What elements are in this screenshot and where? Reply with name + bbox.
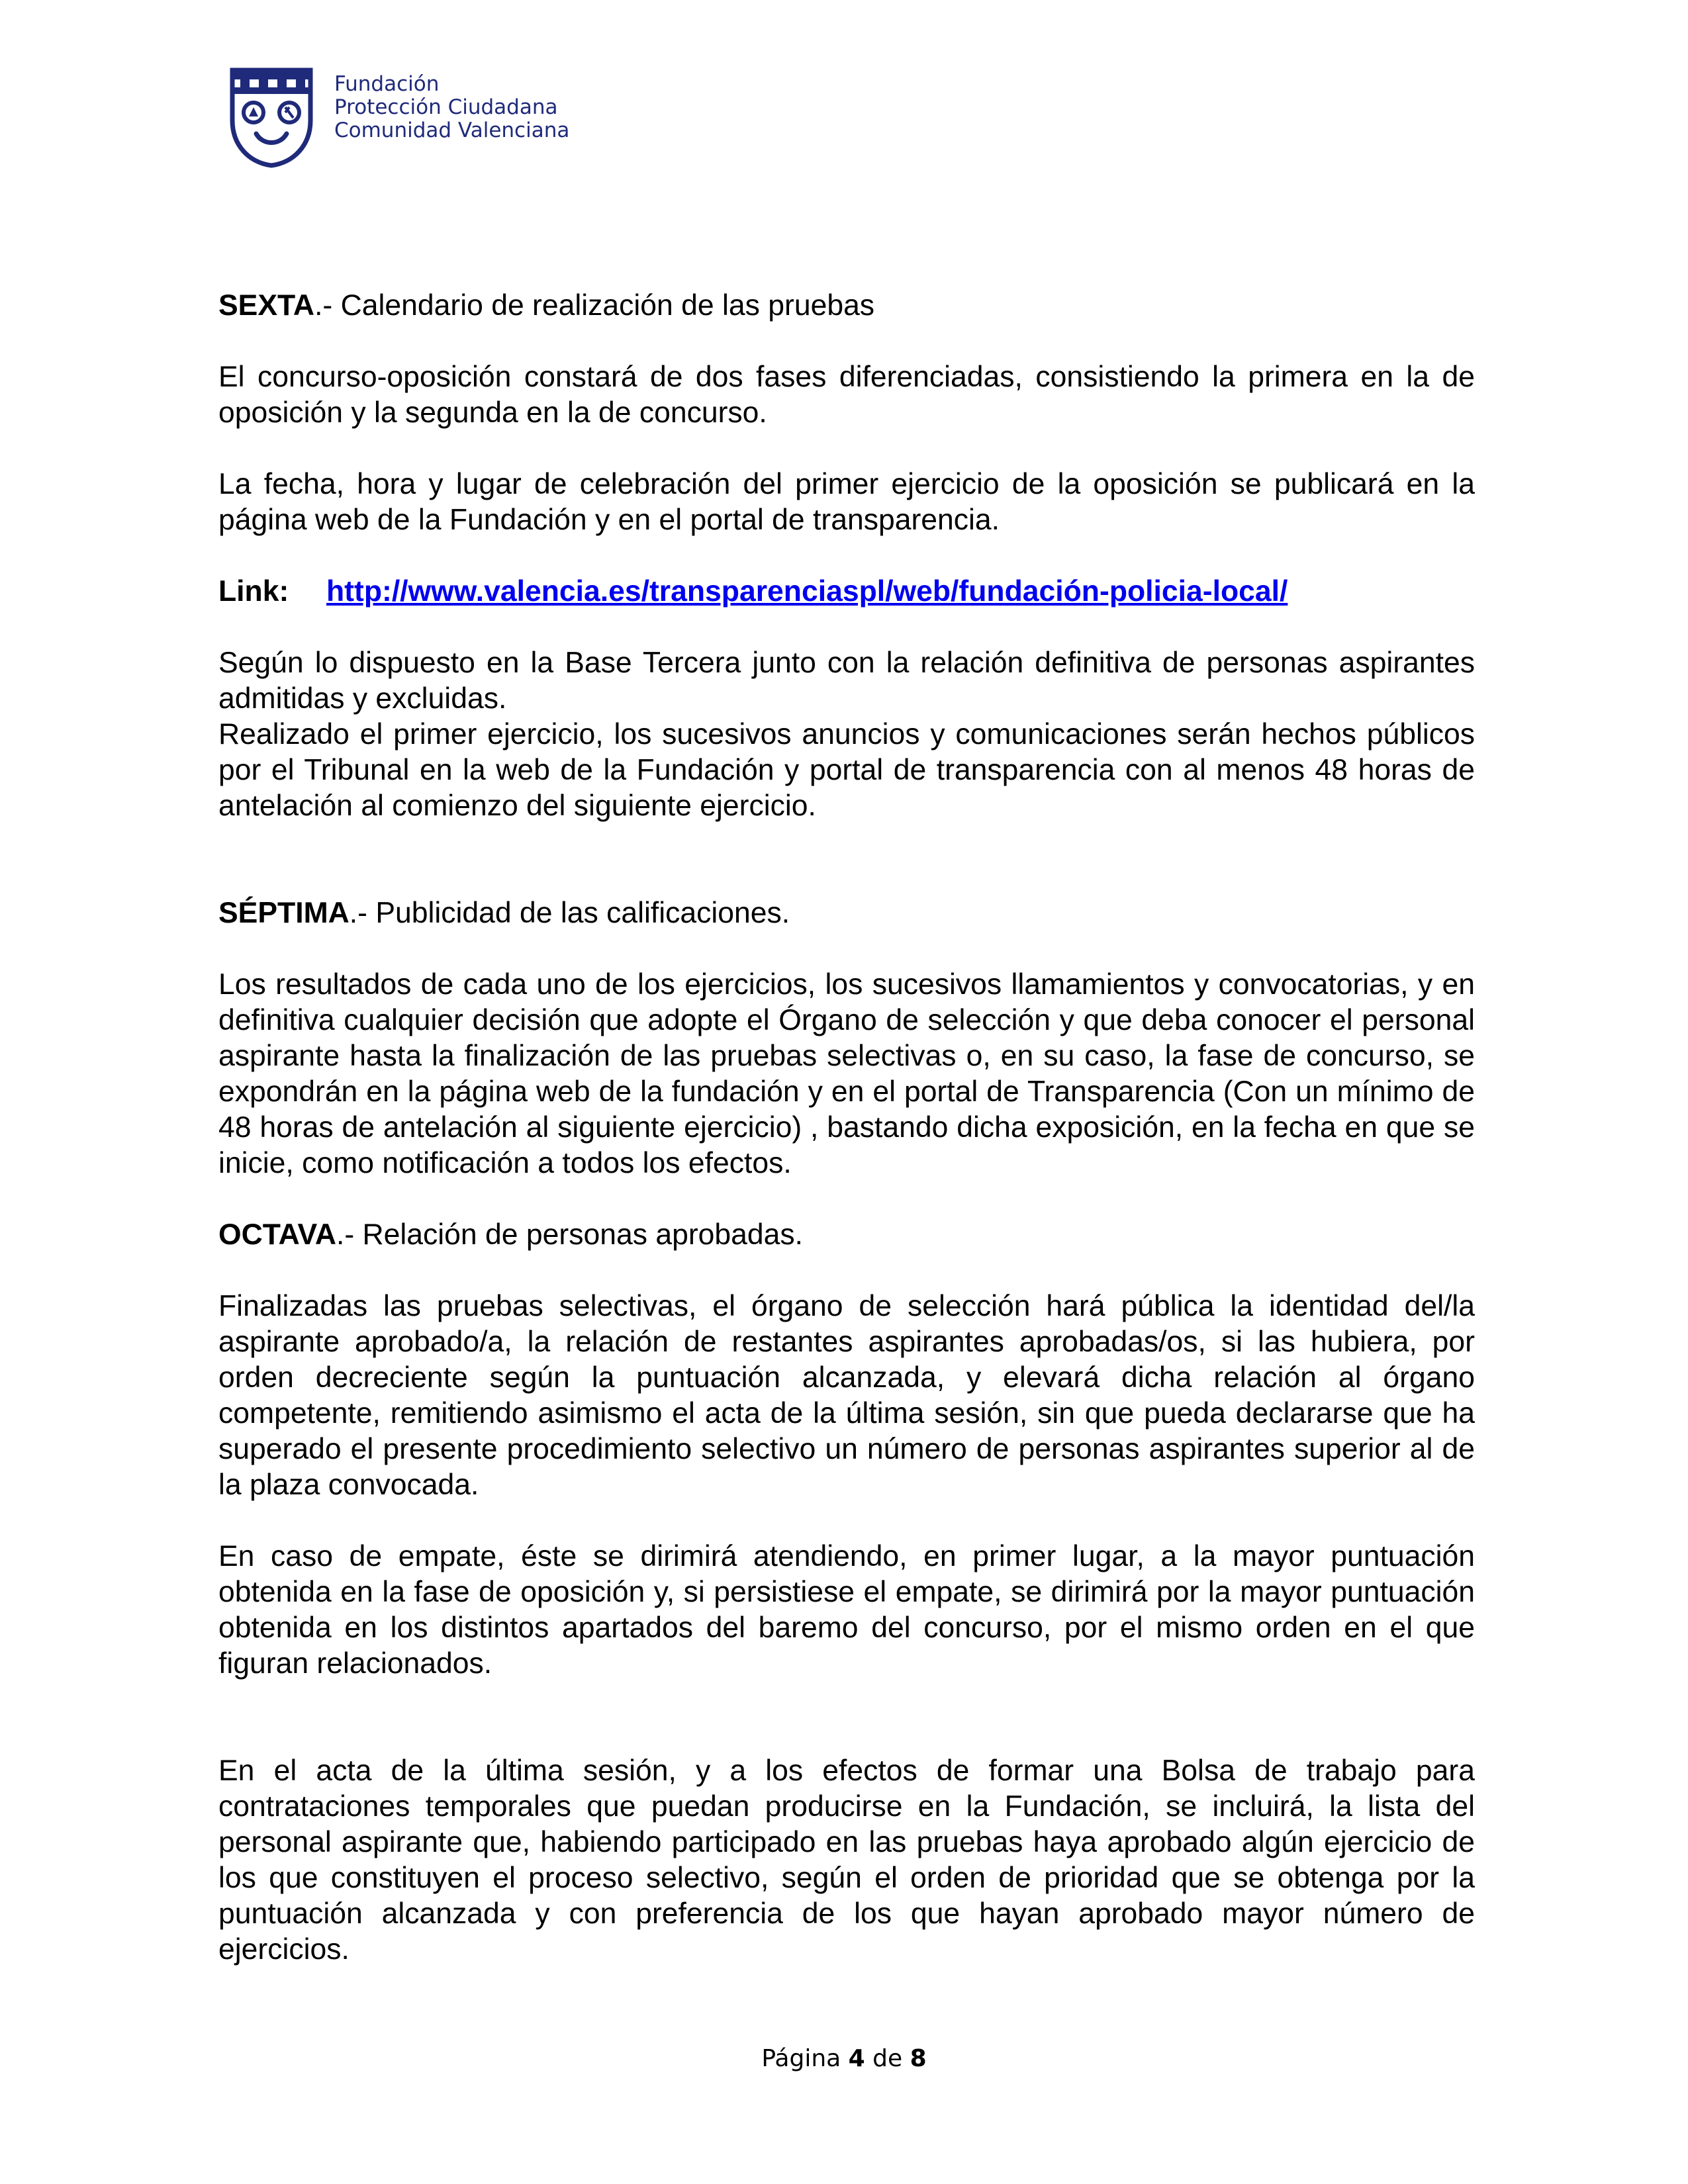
septima-heading	[218, 895, 1475, 931]
of-word: de	[872, 2045, 903, 2072]
octava-paragraph-1: Finalizadas las pruebas selectivas, el órgano de selección hará pública la identidad del/la aspirante aprobado/a, la relación de restantes aspirantes aprobadas/os, si las hubiera, por orden decreciente según la puntuación alcanzada, y elevará dicha relación al órgano competente, remitiendo asimismo el acta de la última sesión, sin que pueda declararse que ha superado el presente procedimiento selectivo un número de personas aspirantes superior al de la plaza convocada.	[218, 1290, 1475, 1501]
transparency-link[interactable]: http://www.valencia.es/transparenciaspl/web/fundación-policia-local/	[326, 575, 1288, 608]
sexta-heading	[218, 288, 1475, 324]
sexta-label: SEXTA	[218, 289, 315, 322]
octava-paragraph-3: En el acta de la última sesión, y a los efectos de formar una Bolsa de trabajo para contrataciones temporales que puedan producirse en la Fundación, se incluirá, la lista del personal aspirante que, habiendo participado en las pruebas haya aprobado algún ejercicio de los que constituyen el proceso selectivo, según el orden de prioridad que se obtenga por la puntuación alcanzada y con preferencia de los que hayan aprobado mayor número de ejercicios.	[218, 1754, 1475, 1966]
org-name-line3: Comunidad Valenciana	[334, 118, 570, 142]
document-body	[218, 288, 1475, 1968]
sexta-title: .- Calendario de realización de las pruebas	[314, 289, 875, 322]
sexta-paragraph-2: La fecha, hora y lugar de celebración del primer ejercicio de la oposición se publicará en la página web de la Fundación y en el portal de transparencia.	[218, 468, 1475, 536]
header-logo	[228, 66, 626, 172]
org-name-line1: Fundación	[334, 72, 440, 96]
sexta-paragraph-3a: Según lo dispuesto en la Base Tercera junto con la relación definitiva de personas aspirantes admitidas y excluidas.	[218, 647, 1475, 715]
septima-title: .- Publicidad de las calificaciones.	[349, 897, 790, 929]
octava-paragraph-2: En caso de empate, éste se dirimirá atendiendo, en primer lugar, a la mayor puntuación obtenida en la fase de oposición y, si persistiese el empate, se dirimirá por la mayor puntuación obtenida en los distintos apartados del baremo del concurso, por el mismo orden en el que figuran relacionados.	[218, 1540, 1475, 1680]
septima-paragraph-1: Los resultados de cada uno de los ejercicios, los sucesivos llamamientos y convocatorias, y en definitiva cualquier decisión que adopte el Órgano de selección y que deba conocer el personal aspirante hasta la finalización de las pruebas selectivas o, en su caso, la fase de concurso, se expondrán en la página web de la fundación y en el portal de Transparencia (Con un mínimo de 48 horas de antelación al siguiente ejercicio) , bastando dicha exposición, en la fecha en que se inicie, como notificación a todos los efectos.	[218, 968, 1475, 1179]
link-label: Link:	[218, 575, 289, 608]
page-footer	[0, 2045, 1688, 2072]
sexta-paragraph-1: El concurso-oposición constará de dos fases diferenciadas, consistiendo la primera en la de oposición y la segunda en la de concurso.	[218, 361, 1475, 429]
octava-heading	[218, 1217, 1475, 1253]
octava-title: .- Relación de personas aprobadas.	[336, 1218, 804, 1251]
septima-label: SÉPTIMA	[218, 897, 350, 929]
page-number: 4	[848, 2045, 865, 2072]
foundation-shield-icon	[228, 66, 314, 169]
octava-label: OCTAVA	[218, 1218, 336, 1251]
sexta-paragraph-3b: Realizado el primer ejercicio, los sucesivos anuncios y comunicaciones serán hechos públicos por el Tribunal en la web de la Fundación y portal de transparencia con al menos 48 horas de antelación al comienzo del siguiente ejercicio.	[218, 718, 1475, 822]
sexta-link-row	[218, 574, 1475, 610]
org-name-line2: Protección Ciudadana	[334, 95, 558, 119]
org-name	[334, 73, 569, 142]
page-total: 8	[910, 2045, 927, 2072]
page-word: Página	[761, 2045, 841, 2072]
